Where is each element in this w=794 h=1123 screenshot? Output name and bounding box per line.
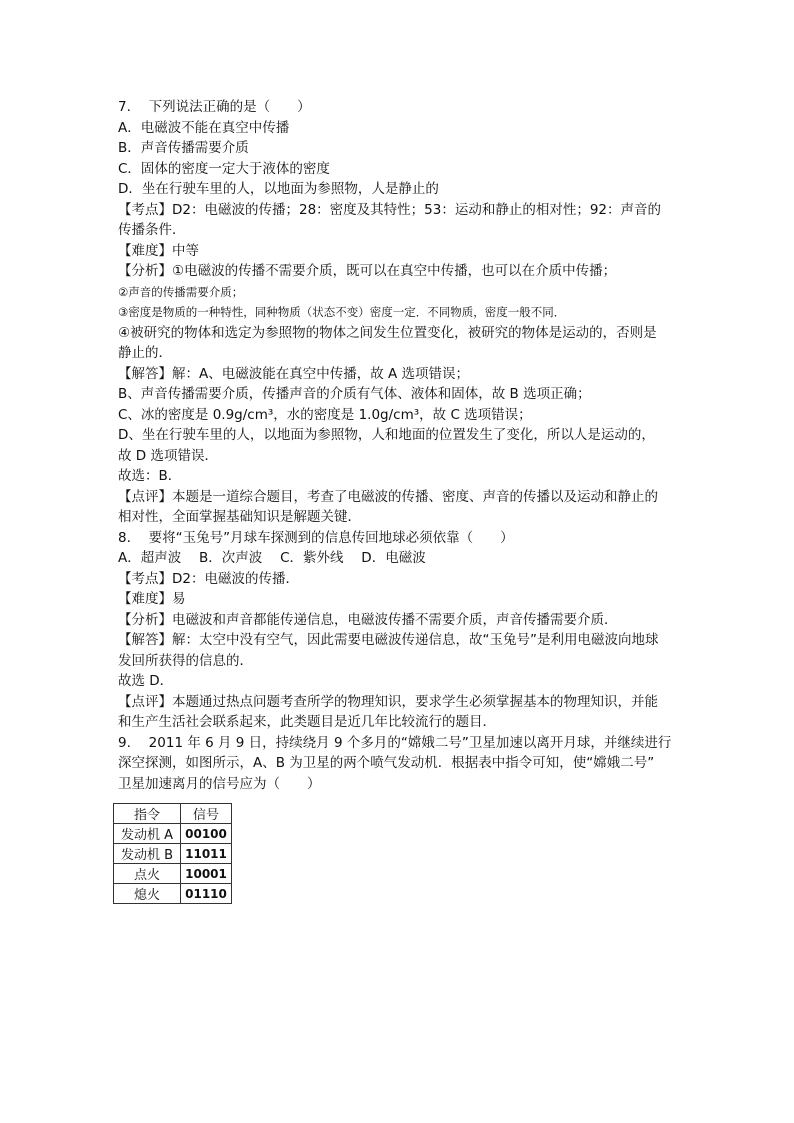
- header-instruction: 指令: [114, 804, 181, 824]
- q7-stem: 7. 下列说法正确的是（ ）: [118, 99, 311, 115]
- row-signal: 11011: [181, 844, 232, 864]
- q8-stem: 8. 要将“玉兔号”月球车探测到的信息传回地球必须依靠（ ）: [118, 529, 514, 546]
- table-row: [114, 844, 232, 864]
- table-row: [114, 884, 232, 904]
- q7-solution: 【解答】解：A、电磁波能在真空中传播，故 A 选项错误；: [118, 365, 470, 382]
- document-body: [118, 97, 678, 794]
- row-signal: 10001: [181, 864, 232, 884]
- q8-knowledge-point: 【考点】D2：电磁波的传播．: [118, 570, 299, 587]
- row-instruction: 点火: [114, 864, 181, 884]
- table-header-row: [114, 804, 232, 824]
- row-signal: 01110: [181, 884, 232, 904]
- q7-option-c: C．固体的密度一定大于液体的密度: [118, 160, 330, 177]
- q9-stem: 9. 2011 年 6 月 9 日，持续绕月 9 个多月的“嫦娥二号”卫星加速以离开月球，并继续进行: [118, 734, 672, 751]
- q7-difficulty: 【难度】中等: [118, 242, 199, 259]
- q8-analysis: 【分析】电磁波和声音都能传递信息，电磁波传播不需要介质，声音传播需要介质．: [118, 611, 618, 628]
- row-instruction: 熄火: [114, 884, 181, 904]
- q7-analysis-4-cont: 静止的．: [118, 345, 172, 361]
- row-instruction: 发动机 A: [114, 824, 181, 844]
- q7-option-b: B．声音传播需要介质: [118, 140, 249, 156]
- q9-stem-cont-2: 卫星加速离月的信号应为（ ）: [118, 775, 321, 792]
- table-row: [114, 864, 232, 884]
- q8-solution: 【解答】解：太空中没有空气，因此需要电磁波传递信息，故“玉兔号”是利用电磁波向地球: [118, 632, 659, 648]
- q7-solution-d: D、坐在行驶车里的人，以地面为参照物，人和地面的位置发生了变化，所以人是运动的，: [118, 427, 655, 443]
- row-instruction: 发动机 B: [114, 844, 181, 864]
- q7-analysis-4: ④被研究的物体和选定为参照物的物体之间发生位置变化，被研究的物体是运动的，否则是: [118, 324, 657, 341]
- q7-comment: 【点评】本题是一道综合题目，考查了电磁波的传播、密度、声音的传播以及运动和静止的: [118, 488, 658, 505]
- q7-analysis: 【分析】①电磁波的传播不需要介质，既可以在真空中传播，也可以在介质中传播；: [118, 263, 617, 279]
- q7-answer: 故选：B．: [118, 468, 182, 484]
- q8-answer: 故选 D．: [118, 673, 174, 689]
- q7-solution-c: C、冰的密度是 0.9g/cm³，水的密度是 1.0g/cm³，故 C 选项错误；: [118, 406, 532, 423]
- q7-option-d: D．坐在行驶车里的人，以地面为参照物，人是静止的: [118, 181, 439, 197]
- q8-comment-cont: 和生产生活社会联系起来，此类题目是近几年比较流行的题目．: [118, 714, 496, 730]
- q7-option-a: A．电磁波不能在真空中传播: [118, 119, 290, 136]
- q7-comment-cont: 相对性，全面掌握基础知识是解题关键．: [118, 509, 361, 525]
- q9-stem-cont: 深空探测，如图所示，A、B 为卫星的两个喷气发动机．根据表中指令可知，使“嫦娥二号”: [118, 755, 655, 771]
- q7-analysis-3: ③密度是物质的一种特性，同种物质（状态不变）密度一定．不同物质，密度一般不同．: [118, 305, 566, 319]
- table-row: [114, 824, 232, 844]
- q8-comment: 【点评】本题通过热点问题考查所学的物理知识，要求学生必须掌握基本的物理知识，并能: [118, 693, 658, 710]
- q7-analysis-2: ②声音的传播需要介质；: [118, 284, 244, 299]
- q7-solution-b: B、声音传播需要介质，传播声音的介质有气体、液体和固体，故 B 选项正确；: [118, 386, 591, 402]
- q8-options: A．超声波 B．次声波 C．紫外线 D．电磁波: [118, 550, 426, 566]
- q8-difficulty: 【难度】易: [118, 591, 186, 607]
- header-signal: 信号: [181, 804, 232, 824]
- q7-solution-d-cont: 故 D 选项错误．: [118, 447, 218, 464]
- q8-solution-cont: 发回所获得的信息的．: [118, 652, 253, 669]
- q7-knowledge-point: 【考点】D2：电磁波的传播；28：密度及其特性；53：运动和静止的相对性；92：声音的: [118, 201, 662, 218]
- signal-table: [113, 803, 232, 904]
- q7-knowledge-point-cont: 传播条件．: [118, 222, 186, 238]
- row-signal: 00100: [181, 824, 232, 844]
